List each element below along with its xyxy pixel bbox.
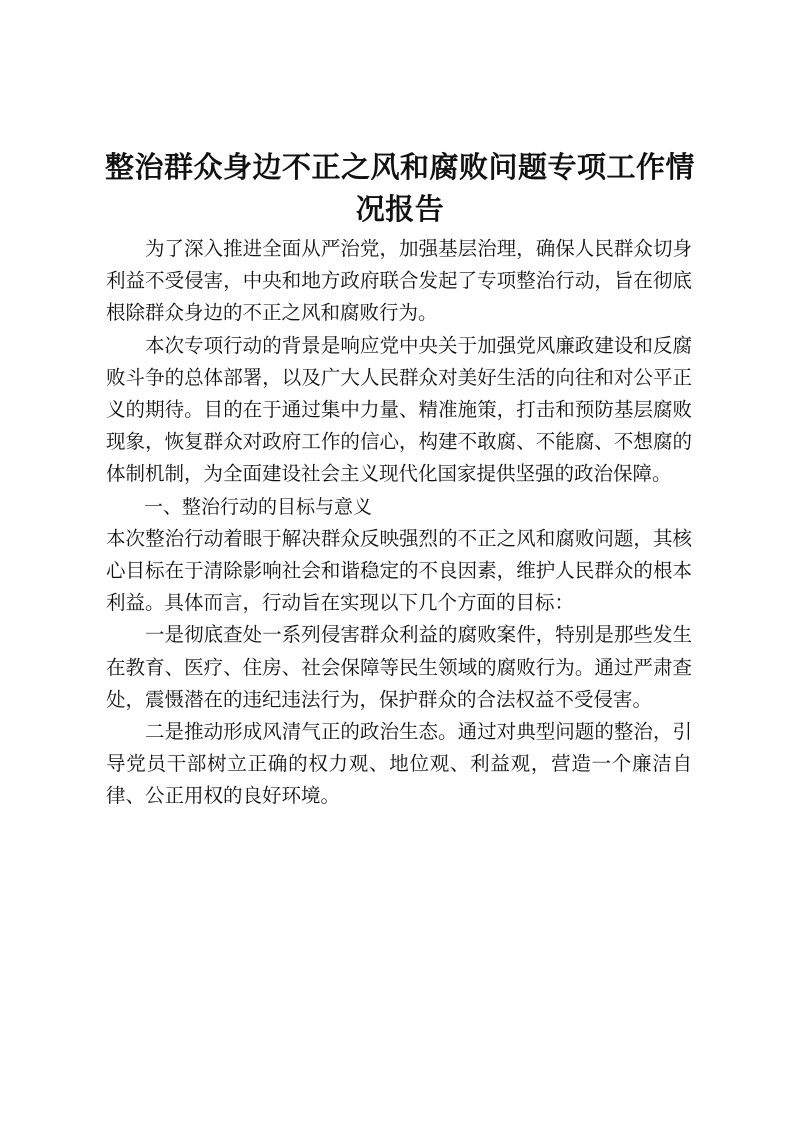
section-paragraph-2: 一是彻底查处一系列侵害群众利益的腐败案件，特别是那些发生在教育、医疗、住房、社会保障等民生领域的腐败行为。通过严肃查处，震慑潜在的违纪违法行为，保护群众的合法权益不受侵害。 [106, 623, 692, 711]
intro-paragraph-1: 为了深入推进全面从严治党，加强基层治理，确保人民群众切身利益不受侵害，中央和地方政府联合发起了专项整治行动，旨在彻底根除群众身边的不正之风和腐败行为。 [106, 237, 692, 325]
intro-paragraph-2: 本次专项行动的背景是响应党中央关于加强党风廉政建设和反腐败斗争的总体部署，以及广大人民群众对美好生活的向往和对公平正义的期待。目的在于通过集中力量、精准施策，打击和预防基层腐败现象，恢复群众对政府工作的信心，构建不敢腐、不能腐、不想腐的体制机制，为全面建设社会主义现代化国家提供坚强的政治保障。 [106, 333, 692, 486]
document-body [106, 233, 692, 813]
document-title: 整治群众身边不正之风和腐败问题专项工作情况报告 [104, 150, 695, 226]
section-heading: 一、整治行动的目标与意义 [144, 495, 373, 518]
section-paragraph-1: 本次整治行动着眼于解决群众反映强烈的不正之风和腐败问题，其核心目标在于清除影响社会和谐稳定的不良因素，维护人民群众的根本利益。具体而言，行动旨在实现以下几个方面的目标： [106, 526, 692, 615]
section-paragraph-3: 二是推动形成风清气正的政治生态。通过对典型问题的整治，引导党员干部树立正确的权力观、地位观、利益观，营造一个廉洁自律、公正用权的良好环境。 [106, 720, 692, 808]
